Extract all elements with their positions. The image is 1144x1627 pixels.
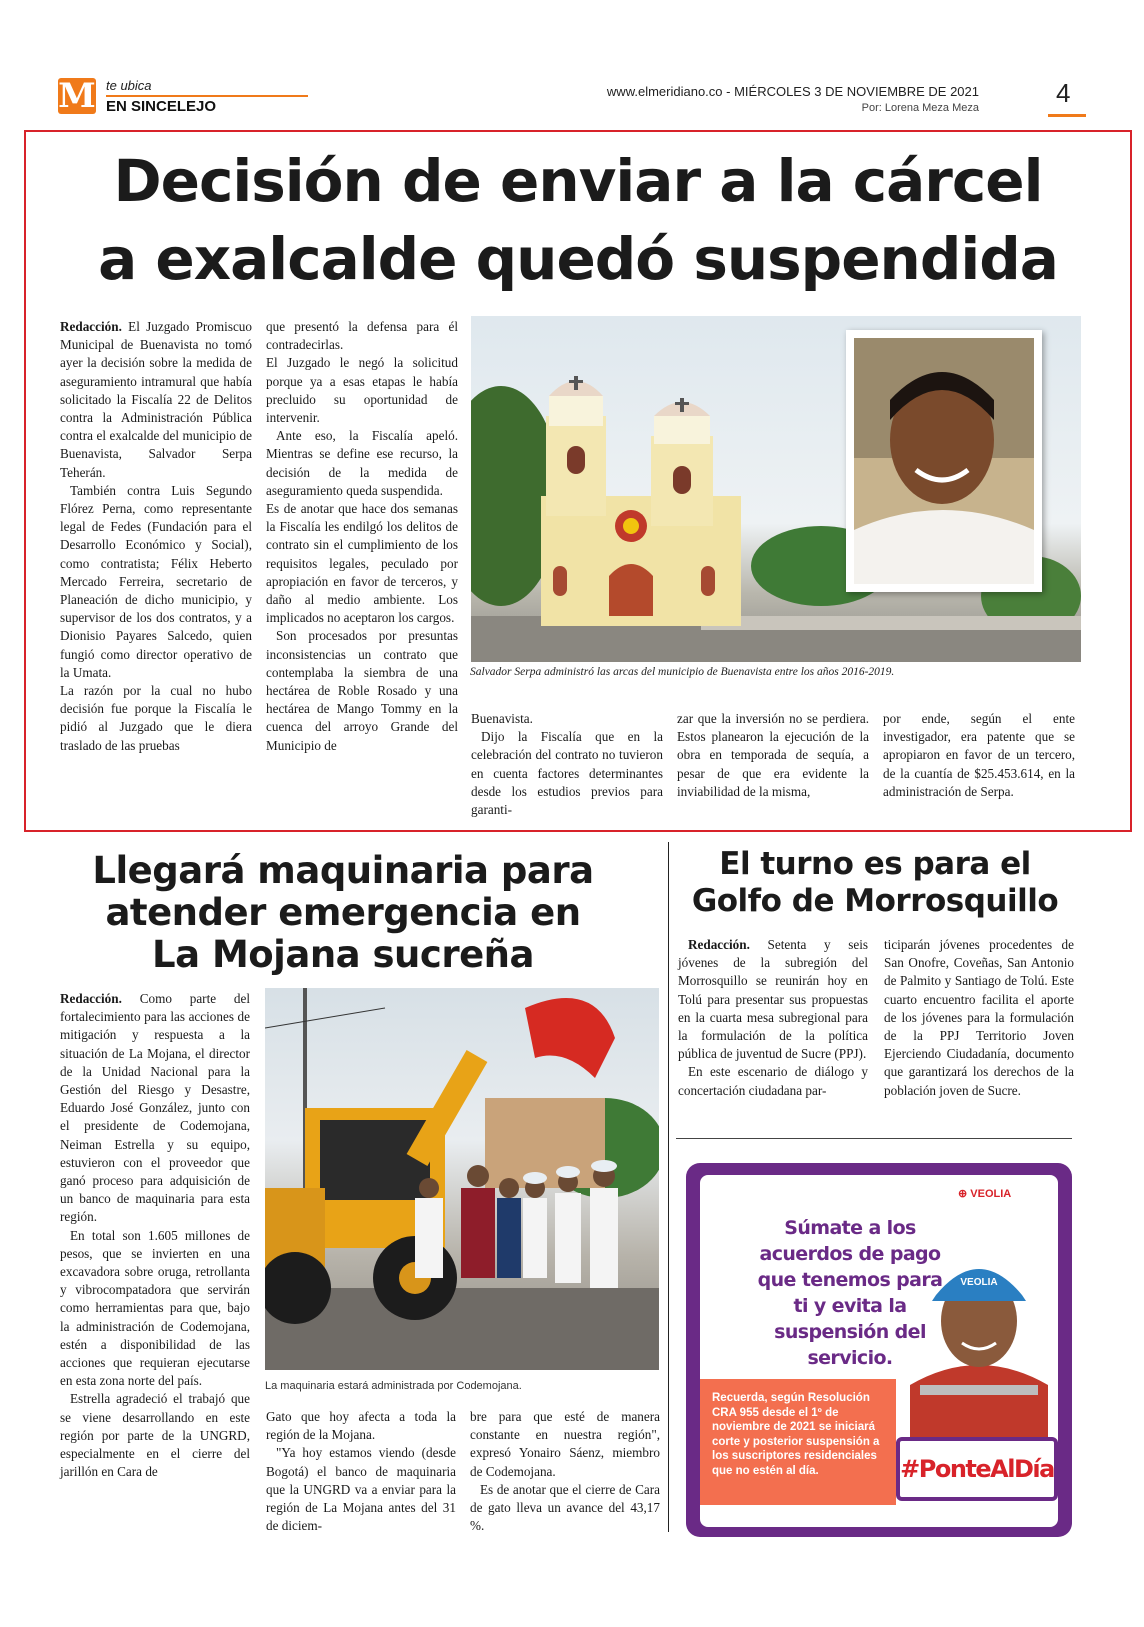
paragraph: por ende, según el ente investigador, era patente que se apropiaron en favor de un tercero, de la cuantía de $25.453.614, en la administración de Serpa. bbox=[883, 711, 1075, 799]
paragraph: El Juzgado Promiscuo Municipal de Buenavista no tomó ayer la decisión sobre la medida de aseguramiento intramural que había solicitado la Fiscalía 22 de Delitos contra la Administración Pública contra el exalcalde del municipio de Buenavista, Salvador Serpa Teherán. bbox=[60, 319, 252, 480]
story-three-column-2 bbox=[884, 936, 1074, 1100]
paragraph: En total son 1.605 millones de pesos, que se invierten en una excavadora sobre oruga, retrollanta y vibrocompatadora que servirán como herramientas para que, bajo la administración de Codemojana, estén a disponibilidad de las acciones que requieran ejecutarse en esta zona norte del país. bbox=[60, 1227, 250, 1389]
section-title: EN SINCELEJO bbox=[106, 98, 217, 115]
story-three-headline-line-2: Golfo de Morrosquillo bbox=[691, 883, 1059, 919]
dateline: Redacción. bbox=[688, 937, 750, 952]
section-tagline: te ubica bbox=[106, 78, 152, 93]
paragraph: ticiparán jóvenes procedentes de San Onofre, Coveñas, San Antonio de Palmito y Santiago de Tolú. Este cuarto encuentro facilita el aporte de los jóvenes para la formulación de la PPJ Territorio Joven Ejerciendo Ciudadanía, documento que garantizará los derechos de la población joven de Sucre. bbox=[884, 937, 1074, 1098]
ad-headline: Súmate a los acuerdos de pago que tenemos para ti y evita la suspensión del servicio. bbox=[757, 1217, 943, 1369]
worker-figure bbox=[900, 1235, 1058, 1445]
story-two-headline-line-3: La Mojana sucreña bbox=[152, 933, 534, 976]
story-three-headline bbox=[680, 846, 1070, 920]
paragraph: El Juzgado le negó la solicitud porque ya a esas etapas le había precluido su oportunidad de intervenir. bbox=[266, 355, 458, 426]
section-rule bbox=[106, 95, 308, 97]
paragraph: Buenavista. bbox=[471, 711, 533, 726]
paragraph: Dijo la Fiscalía que en la celebración del contrato no tuvieron en cuenta factores determinantes desde los estudios previos para garanti- bbox=[471, 729, 663, 818]
machinery-photo-caption: La maquinaria estará administrada por Codemojana. bbox=[265, 1380, 522, 1392]
helmet-logo-text: VEOLIA bbox=[960, 1277, 998, 1288]
paragraph: También contra Luis Segundo Flórez Perna, como representante legal de Fedes (Fundación para el Desarrollo Económico y Social), como contratista; Félix Heberto Mercado Ferreira, secretario de Planeación de dicho municipio, y supervisor de los dos contratos, y a Dionisio Payares Salcedo, quien fungió como director operativo de la Umata. bbox=[60, 482, 252, 680]
page-number-rule bbox=[1048, 114, 1086, 117]
paragraph: Estrella agradeció el trabajó que se viene desarrollando en este región por parte de la UNGRD, especialmente en el cierre del jarillón en Cara de bbox=[60, 1391, 250, 1480]
main-photo-caption: Salvador Serpa administró las arcas del municipio de Buenavista entre los años 2016-2019. bbox=[470, 666, 895, 678]
veolia-logo-icon: ⊕ bbox=[958, 1188, 968, 1200]
page-number: 4 bbox=[1056, 78, 1071, 108]
story-two-headline bbox=[48, 850, 638, 976]
dateline: Redacción. bbox=[60, 991, 122, 1006]
story-two-column-3 bbox=[470, 1408, 660, 1535]
ad-panel bbox=[700, 1175, 1058, 1527]
machinery-illustration bbox=[265, 988, 659, 1370]
main-headline-line-1: Decisión de enviar a la cárcel bbox=[113, 147, 1043, 215]
column-divider bbox=[668, 842, 669, 1532]
main-headline bbox=[40, 142, 1116, 298]
portrait-frame bbox=[846, 330, 1042, 592]
veolia-advertisement[interactable] bbox=[686, 1163, 1072, 1537]
section-divider bbox=[676, 1138, 1072, 1139]
story-two-column-2 bbox=[266, 1408, 456, 1535]
paragraph: Como parte del fortalecimiento para las acciones de mitigación y respuesta a la situación de La Mojana, el director de la Unidad Nacional para la Gestión del Riesgo y Desastre, Eduardo José González, junto con el presidente de Codemojana, Neiman Estrella y su equipo, estuvieron con el proveedor que ganó proceso para adquisición de un banco de maquinaria para esta región. bbox=[60, 991, 250, 1225]
paragraph: Gato que hoy afecta a toda la región de la Mojana. bbox=[266, 1409, 456, 1443]
byline: Por: Lorena Meza Meza bbox=[861, 102, 979, 114]
story-two-headline-line-1: Llegará maquinaria para bbox=[92, 849, 594, 892]
story-two-column-1 bbox=[60, 990, 250, 1481]
newspaper-logo: M bbox=[58, 76, 96, 116]
ad-notice: Recuerda, según Resolución CRA 955 desde el 1º de noviembre de 2021 se iniciará corte y posterior suspensión a los suscriptores residenciales que no estén al día. bbox=[700, 1379, 896, 1505]
paragraph: La razón por la cual no hubo decisión fue porque la Fiscalía le pidió al Juzgado que le diera traslado de las pruebas bbox=[60, 683, 252, 753]
paragraph: Setenta y seis jóvenes de la subregión del Morrosquillo se reunirán hoy en Tolú para presentar sus propuestas en la cuarta mesa subregional para la formulación de la política pública de juventud de Sucre (PPJ). bbox=[678, 937, 868, 1062]
site-and-date: www.elmeridiano.co - MIÉRCOLES 3 DE NOVIEMBRE DE 2021 bbox=[606, 84, 979, 99]
paragraph: En este escenario de diálogo y concertación ciudadana par- bbox=[678, 1064, 868, 1098]
main-story-column-1 bbox=[60, 318, 252, 755]
portrait-photo bbox=[846, 330, 1042, 592]
dateline: Redacción. bbox=[60, 319, 122, 334]
paragraph: zar que la inversión no se perdiera. Estos planearon la ejecución de la obra en temporada de sequía, a pesar de que era evidente la inviabilidad de la misma, bbox=[677, 711, 869, 799]
machinery-photo bbox=[265, 988, 659, 1370]
paragraph: Son procesados por presuntas inconsistencias un contrato que contemplaba la siembra de una hectárea de Roble Rosado y una hectárea de Mango Tommy en la cuenca del arroyo Grande del Municipio de bbox=[266, 628, 458, 753]
main-headline-line-2: a exalcalde quedó suspendida bbox=[98, 225, 1058, 293]
ad-brand-logo bbox=[958, 1187, 1011, 1200]
ad-hashtag: #PonteAlDía bbox=[896, 1437, 1058, 1501]
ad-brand-name: VEOLIA bbox=[970, 1188, 1012, 1200]
paragraph: "Ya hoy estamos viendo (desde Bogotá) el banco de maquinaria que la UNGRD va a enviar para la región de La Mojana antes del 31 de diciem- bbox=[266, 1445, 456, 1534]
story-three-column-1 bbox=[678, 936, 868, 1100]
story-three-headline-line-1: El turno es para el bbox=[719, 846, 1031, 882]
paragraph: Ante eso, la Fiscalía apeló. Mientras se define ese recurso, la decisión de la medida de aseguramiento queda suspendida. bbox=[266, 428, 458, 498]
paragraph: bre para que esté de manera constante en nuestra región", expresó Yonairo Sáenz, miembro de Codemojana. bbox=[470, 1409, 660, 1479]
paragraph: que presentó la defensa para él contradecirlas. bbox=[266, 319, 458, 353]
paragraph: Es de anotar que el cierre de Cara de gato lleva un avance del 43,17 %. bbox=[470, 1481, 660, 1534]
main-story-column-2 bbox=[266, 318, 458, 755]
main-story-column-5 bbox=[883, 710, 1075, 801]
main-story-column-4 bbox=[677, 710, 869, 801]
story-two-headline-line-2: atender emergencia en bbox=[105, 891, 581, 934]
paragraph: Es de anotar que hace dos semanas la Fiscalía les endilgó los delitos de contrato sin el cumplimiento de los requisitos legales, peculado por apropiación en favor de terceros, y daño al medio ambiente. Los implicados no aceptaron los cargos. bbox=[266, 501, 458, 626]
main-story-column-3 bbox=[471, 710, 663, 819]
